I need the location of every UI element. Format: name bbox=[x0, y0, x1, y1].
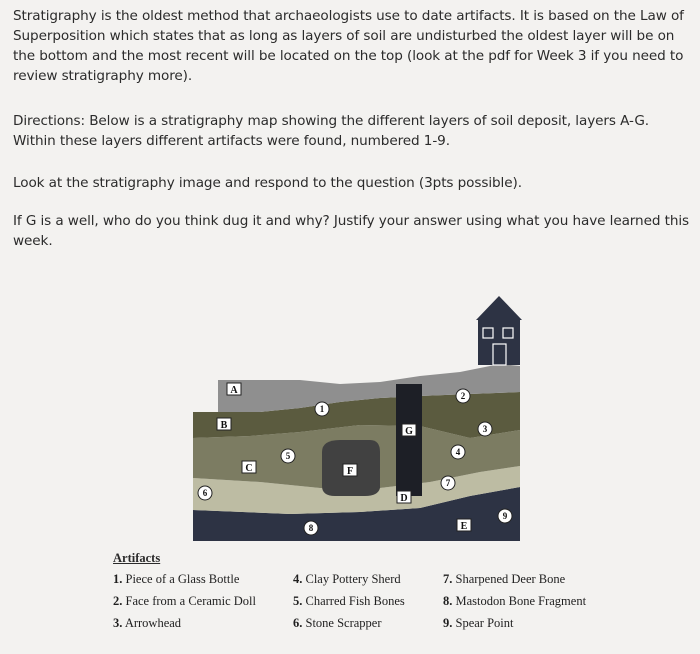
artifact-marker-5 bbox=[281, 449, 295, 463]
svg-text:7: 7 bbox=[445, 478, 451, 488]
instruction-paragraph: Look at the stratigraphy image and respond to the question (3pts possible). bbox=[13, 175, 522, 191]
svg-text:9: 9 bbox=[502, 511, 508, 521]
artifact-marker-3 bbox=[478, 422, 492, 436]
legend-item: 1. Piece of a Glass Bottle bbox=[113, 572, 240, 586]
svg-text:5: 5 bbox=[285, 451, 291, 461]
svg-text:1: 1 bbox=[319, 404, 325, 414]
legend-item: 2. Face from a Ceramic Doll bbox=[113, 594, 257, 608]
svg-text:4: 4 bbox=[455, 447, 461, 457]
svg-text:C: C bbox=[245, 463, 253, 474]
legend-item: 3. Arrowhead bbox=[113, 616, 182, 630]
svg-text:3: 3 bbox=[482, 424, 488, 434]
legend-column-1 bbox=[113, 568, 256, 634]
layer-label-d bbox=[397, 491, 411, 504]
layer-label-e bbox=[457, 519, 471, 532]
house-drawing bbox=[476, 296, 522, 365]
legend-item: 9. Spear Point bbox=[443, 616, 514, 630]
svg-text:A: A bbox=[230, 385, 238, 396]
directions-paragraph: Directions: Below is a stratigraphy map showing the different layers of soil deposit, layers A-G. Within these layers different artifacts were found, numbered 1-9. bbox=[13, 113, 649, 149]
question-paragraph: If G is a well, who do you think dug it and why? Justify your answer using what you have learned this week. bbox=[13, 213, 689, 249]
artifacts-legend-title: Artifacts bbox=[113, 551, 161, 565]
legend-column-2 bbox=[293, 568, 405, 634]
svg-text:E: E bbox=[460, 521, 468, 532]
artifact-marker-1 bbox=[315, 402, 329, 416]
svg-text:2: 2 bbox=[460, 391, 466, 401]
artifact-marker-9 bbox=[498, 509, 512, 523]
legend-item: 5. Charred Fish Bones bbox=[293, 594, 405, 608]
legend-item: 8. Mastodon Bone Fragment bbox=[443, 594, 587, 608]
layer-g-region bbox=[396, 384, 422, 496]
intro-paragraph: Stratigraphy is the oldest method that archaeologists use to date artifacts. It is based on the Law of Superposition which states that as long as layers of soil are undisturbed the oldest layer will be on the bottom and the most recent will be located on the top (look at the pdf for Week 3 if you need to review stratigraphy more). bbox=[13, 8, 684, 84]
artifact-marker-7 bbox=[441, 476, 455, 490]
layer-label-c bbox=[242, 461, 256, 474]
svg-text:B: B bbox=[220, 420, 228, 431]
svg-text:F: F bbox=[346, 466, 354, 477]
artifact-marker-6 bbox=[198, 486, 212, 500]
svg-text:G: G bbox=[405, 426, 413, 437]
legend-item: 4. Clay Pottery Sherd bbox=[293, 572, 401, 586]
legend-item: 6. Stone Scrapper bbox=[293, 616, 382, 630]
layer-label-a bbox=[227, 383, 241, 396]
svg-text:6: 6 bbox=[202, 488, 208, 498]
svg-text:D: D bbox=[400, 493, 408, 504]
svg-text:8: 8 bbox=[308, 523, 314, 533]
layer-label-b bbox=[217, 418, 231, 431]
artifact-marker-4 bbox=[451, 445, 465, 459]
artifact-marker-2 bbox=[456, 389, 470, 403]
layer-label-g bbox=[402, 424, 416, 437]
artifact-marker-8 bbox=[304, 521, 318, 535]
legend-column-3 bbox=[443, 568, 586, 634]
legend-item: 7. Sharpened Deer Bone bbox=[443, 572, 566, 586]
layer-label-f bbox=[343, 464, 357, 477]
